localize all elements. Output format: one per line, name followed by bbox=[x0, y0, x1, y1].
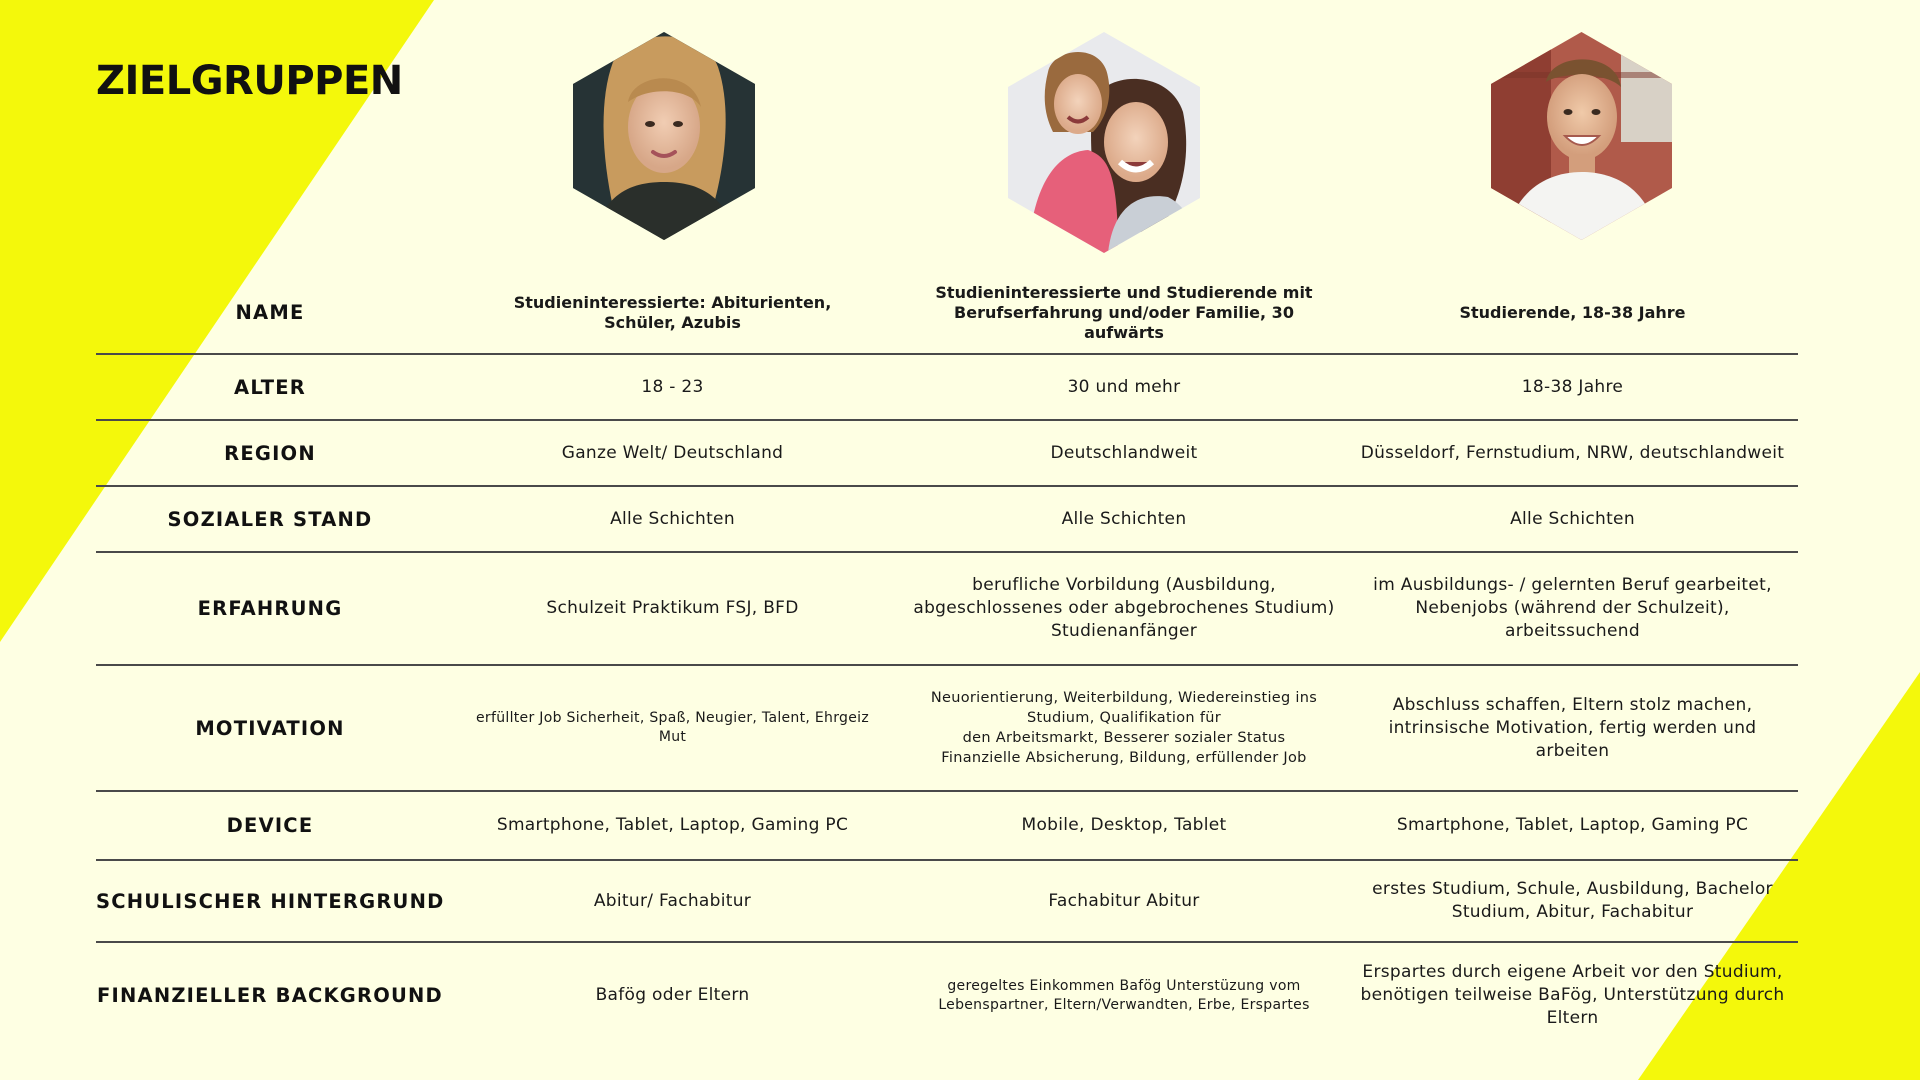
table-row-alter bbox=[96, 354, 1798, 420]
table-cell: erfüllter Job Sicherheit, Spaß, Neugier, Talent, Ehrgeiz Mut bbox=[444, 665, 901, 791]
table-cell: Bafög oder Eltern bbox=[595, 985, 750, 1005]
table-cell: Studieninteressierte und Studierende mit Berufserfahrung und/oder Familie, 30 aufwärts bbox=[901, 272, 1347, 354]
table-row-region bbox=[96, 420, 1798, 486]
table-row-finanzieller-background bbox=[96, 942, 1798, 1048]
table-cell: Alle Schichten bbox=[901, 486, 1347, 552]
table-cell: Mobile, Desktop, Tablet bbox=[901, 791, 1347, 860]
table-cell: Abitur/ Fachabitur bbox=[444, 860, 901, 942]
table-cell: Erspartes durch eigene Arbeit vor den Studium, benötigen teilweise BaFög, Unterstützung durch Eltern bbox=[1360, 962, 1785, 1028]
table-cell: Fachabitur Abitur bbox=[901, 860, 1347, 942]
persona-avatar-3 bbox=[1491, 32, 1672, 240]
table-cell: 18-38 Jahre bbox=[1347, 354, 1798, 420]
table-cell: Deutschlandweit bbox=[901, 420, 1347, 486]
table-cell: Studierende, 18-38 Jahre bbox=[1347, 272, 1798, 354]
table-cell: Schulzeit Praktikum FSJ, BFD bbox=[444, 552, 901, 665]
table-row-motivation bbox=[96, 665, 1798, 791]
row-label: ALTER bbox=[96, 354, 444, 420]
table-cell: Alle Schichten bbox=[444, 486, 901, 552]
table-cell: erstes Studium, Schule, Ausbildung, Bachelor Studium, Abitur, Fachabitur bbox=[1347, 860, 1798, 942]
row-label: MOTIVATION bbox=[96, 665, 444, 791]
persona-avatar-1 bbox=[573, 32, 755, 240]
table-cell: Neuorientierung, Weiterbildung, Wiedereinstieg ins Studium, Qualifikation für den Arbeitsmarkt, Besserer sozialer Status Finanzielle Absicherung, Bildung, erfüllender Job bbox=[901, 665, 1347, 791]
row-label: SOZIALER STAND bbox=[96, 486, 444, 552]
row-label: REGION bbox=[96, 420, 444, 486]
table-cell: 30 und mehr bbox=[901, 354, 1347, 420]
table-cell: Studieninteressierte: Abiturienten, Schüler, Azubis bbox=[444, 272, 901, 354]
table-row-schulischer-hintergrund bbox=[96, 860, 1798, 942]
row-label: NAME bbox=[96, 272, 444, 354]
table-cell: im Ausbildungs- / gelernten Beruf gearbeitet, Nebenjobs (während der Schulzeit), arbeitssuchend bbox=[1347, 552, 1798, 665]
table-cell: Abschluss schaffen, Eltern stolz machen, intrinsische Motivation, fertig werden und arbeiten bbox=[1347, 665, 1798, 791]
row-label: ERFAHRUNG bbox=[96, 552, 444, 665]
table-row-erfahrung bbox=[96, 552, 1798, 665]
table-row-name bbox=[96, 272, 1798, 354]
table-cell: berufliche Vorbildung (Ausbildung, abgeschlossenes oder abgebrochenes Studium) Studienanfänger bbox=[901, 552, 1347, 665]
table-cell: Alle Schichten bbox=[1347, 486, 1798, 552]
table-cell: Düsseldorf, Fernstudium, NRW, deutschlandweit bbox=[1347, 420, 1798, 486]
row-label: SCHULISCHER HINTERGRUND bbox=[96, 860, 444, 942]
table-cell: geregeltes Einkommen Bafög Unterstüzung vom Lebenspartner, Eltern/Verwandten, Erbe, Erspartes bbox=[938, 977, 1310, 1013]
table-cell: Smartphone, Tablet, Laptop, Gaming PC bbox=[1347, 791, 1798, 860]
table-cell: Ganze Welt/ Deutschland bbox=[444, 420, 901, 486]
table-row-device bbox=[96, 791, 1798, 860]
table-cell: Smartphone, Tablet, Laptop, Gaming PC bbox=[444, 791, 901, 860]
persona-avatar-2 bbox=[1008, 32, 1200, 253]
page-title: ZIELGRUPPEN bbox=[96, 58, 403, 104]
target-group-table bbox=[96, 272, 1798, 1048]
row-label: FINANZIELLER BACKGROUND bbox=[97, 984, 443, 1007]
table-cell: 18 - 23 bbox=[444, 354, 901, 420]
table-row-sozialer-stand bbox=[96, 486, 1798, 552]
row-label: DEVICE bbox=[96, 791, 444, 860]
